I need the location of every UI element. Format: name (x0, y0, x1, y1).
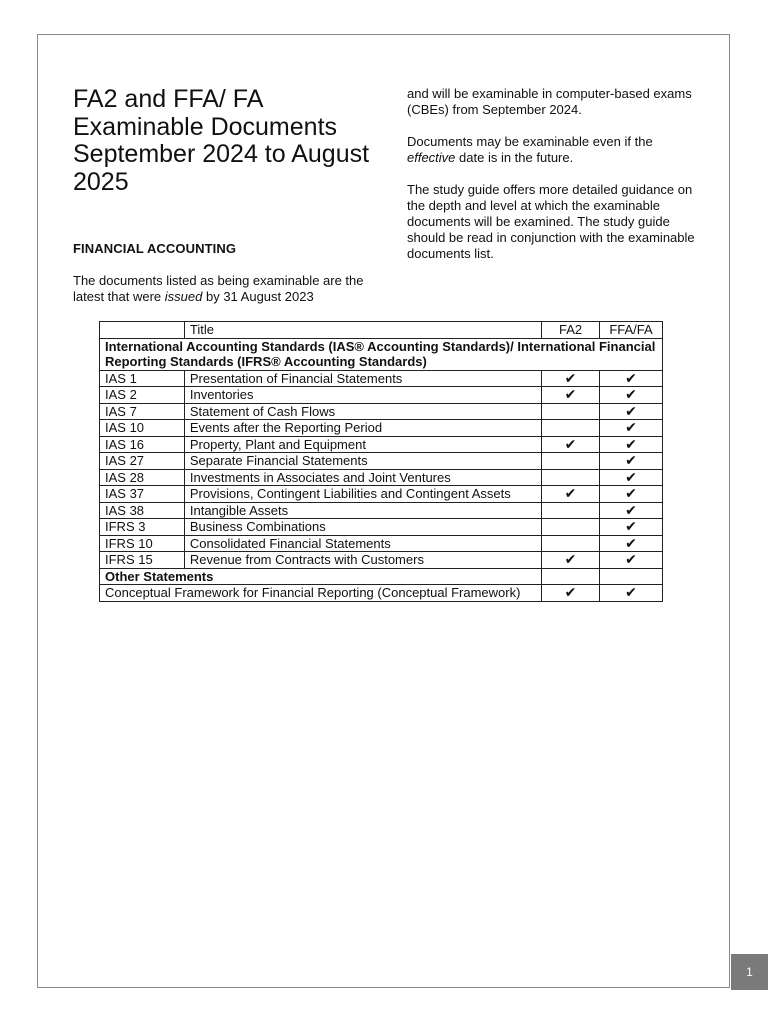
examinable-documents-table (99, 321, 663, 602)
table-row (100, 469, 663, 486)
right-p2-text-2: date is in the future. (455, 150, 574, 165)
table-row (100, 403, 663, 420)
ffa-check: ✔ (600, 486, 663, 503)
table-row (100, 420, 663, 437)
standard-code: IAS 10 (100, 420, 185, 437)
ffa-check: ✔ (600, 552, 663, 569)
header-code (100, 322, 185, 339)
table-row (100, 502, 663, 519)
standard-code: IAS 7 (100, 403, 185, 420)
empty-cell (600, 568, 663, 585)
header-title: Title (184, 322, 541, 339)
group-heading-standards: International Accounting Standards (IAS® Accounting Standards)/ International Financial Reporting Standards (IFRS® Accounting Standards) (100, 338, 663, 370)
group-heading-row (100, 338, 663, 370)
fa2-check (542, 535, 600, 552)
table-row (100, 387, 663, 404)
standard-title: Statement of Cash Flows (184, 403, 541, 420)
standard-code: IFRS 15 (100, 552, 185, 569)
section-heading: FINANCIAL ACCOUNTING (73, 241, 237, 256)
page-number: 1 (731, 954, 768, 990)
fa2-check: ✔ (542, 486, 600, 503)
standard-title: Separate Financial Statements (184, 453, 541, 470)
ffa-check: ✔ (600, 403, 663, 420)
standard-code: IAS 37 (100, 486, 185, 503)
table-row (100, 436, 663, 453)
standard-code: IAS 27 (100, 453, 185, 470)
intro-paragraph (73, 273, 373, 305)
fa2-check: ✔ (542, 552, 600, 569)
fa2-check: ✔ (542, 370, 600, 387)
standard-code: IFRS 10 (100, 535, 185, 552)
fa2-check (542, 519, 600, 536)
document-title: FA2 and FFA/ FA Examinable Documents September 2024 to August 2025 (73, 85, 370, 196)
fa2-check: ✔ (542, 436, 600, 453)
table-row (100, 535, 663, 552)
fa2-check (542, 502, 600, 519)
table-header-row (100, 322, 663, 339)
header-ffa: FFA/FA (600, 322, 663, 339)
ffa-check: ✔ (600, 420, 663, 437)
table-row (100, 486, 663, 503)
fa2-check: ✔ (542, 585, 600, 602)
standard-code: IAS 28 (100, 469, 185, 486)
standard-title: Events after the Reporting Period (184, 420, 541, 437)
right-paragraph-2 (407, 134, 697, 166)
right-paragraph-1: and will be examinable in computer-based exams (CBEs) from September 2024. (407, 86, 692, 117)
ffa-check: ✔ (600, 502, 663, 519)
standard-code: IAS 1 (100, 370, 185, 387)
table-row (100, 453, 663, 470)
right-p2-emphasis: effective (407, 150, 456, 165)
table-row (100, 585, 663, 602)
fa2-check (542, 420, 600, 437)
standard-title: Property, Plant and Equipment (184, 436, 541, 453)
ffa-check: ✔ (600, 436, 663, 453)
ffa-check: ✔ (600, 519, 663, 536)
ffa-check: ✔ (600, 585, 663, 602)
intro-text-1: The documents listed as being examinable are the latest that were (73, 273, 364, 304)
fa2-check (542, 403, 600, 420)
standard-title: Inventories (184, 387, 541, 404)
ffa-check: ✔ (600, 387, 663, 404)
ffa-check: ✔ (600, 469, 663, 486)
header-fa2: FA2 (542, 322, 600, 339)
right-column (407, 86, 697, 278)
table-row (100, 552, 663, 569)
right-p2-text-1: Documents may be examinable even if the (407, 134, 653, 149)
fa2-check (542, 453, 600, 470)
table-row (100, 519, 663, 536)
intro-text-2: by 31 August 2023 (202, 289, 314, 304)
ffa-check: ✔ (600, 370, 663, 387)
standard-title: Revenue from Contracts with Customers (184, 552, 541, 569)
intro-emphasis: issued (164, 289, 203, 304)
standard-code: IAS 16 (100, 436, 185, 453)
standard-title: Provisions, Contingent Liabilities and Contingent Assets (184, 486, 541, 503)
standard-title: Investments in Associates and Joint Ventures (184, 469, 541, 486)
empty-cell (542, 568, 600, 585)
standard-title: Intangible Assets (184, 502, 541, 519)
ffa-check: ✔ (600, 535, 663, 552)
standard-code: IFRS 3 (100, 519, 185, 536)
standard-title: Consolidated Financial Statements (184, 535, 541, 552)
right-paragraph-3: The study guide offers more detailed guidance on the depth and level at which the examinable documents will be examined. The study guide should be read in conjunction with the examinable documents list. (407, 182, 695, 261)
table-row (100, 370, 663, 387)
group-heading-other: Other Statements (100, 568, 542, 585)
ffa-check: ✔ (600, 453, 663, 470)
fa2-check: ✔ (542, 387, 600, 404)
standard-code: IAS 2 (100, 387, 185, 404)
other-statement-title: Conceptual Framework for Financial Reporting (Conceptual Framework) (100, 585, 542, 602)
group-heading-row (100, 568, 663, 585)
standard-code: IAS 38 (100, 502, 185, 519)
standard-title: Business Combinations (184, 519, 541, 536)
fa2-check (542, 469, 600, 486)
standard-title: Presentation of Financial Statements (184, 370, 541, 387)
